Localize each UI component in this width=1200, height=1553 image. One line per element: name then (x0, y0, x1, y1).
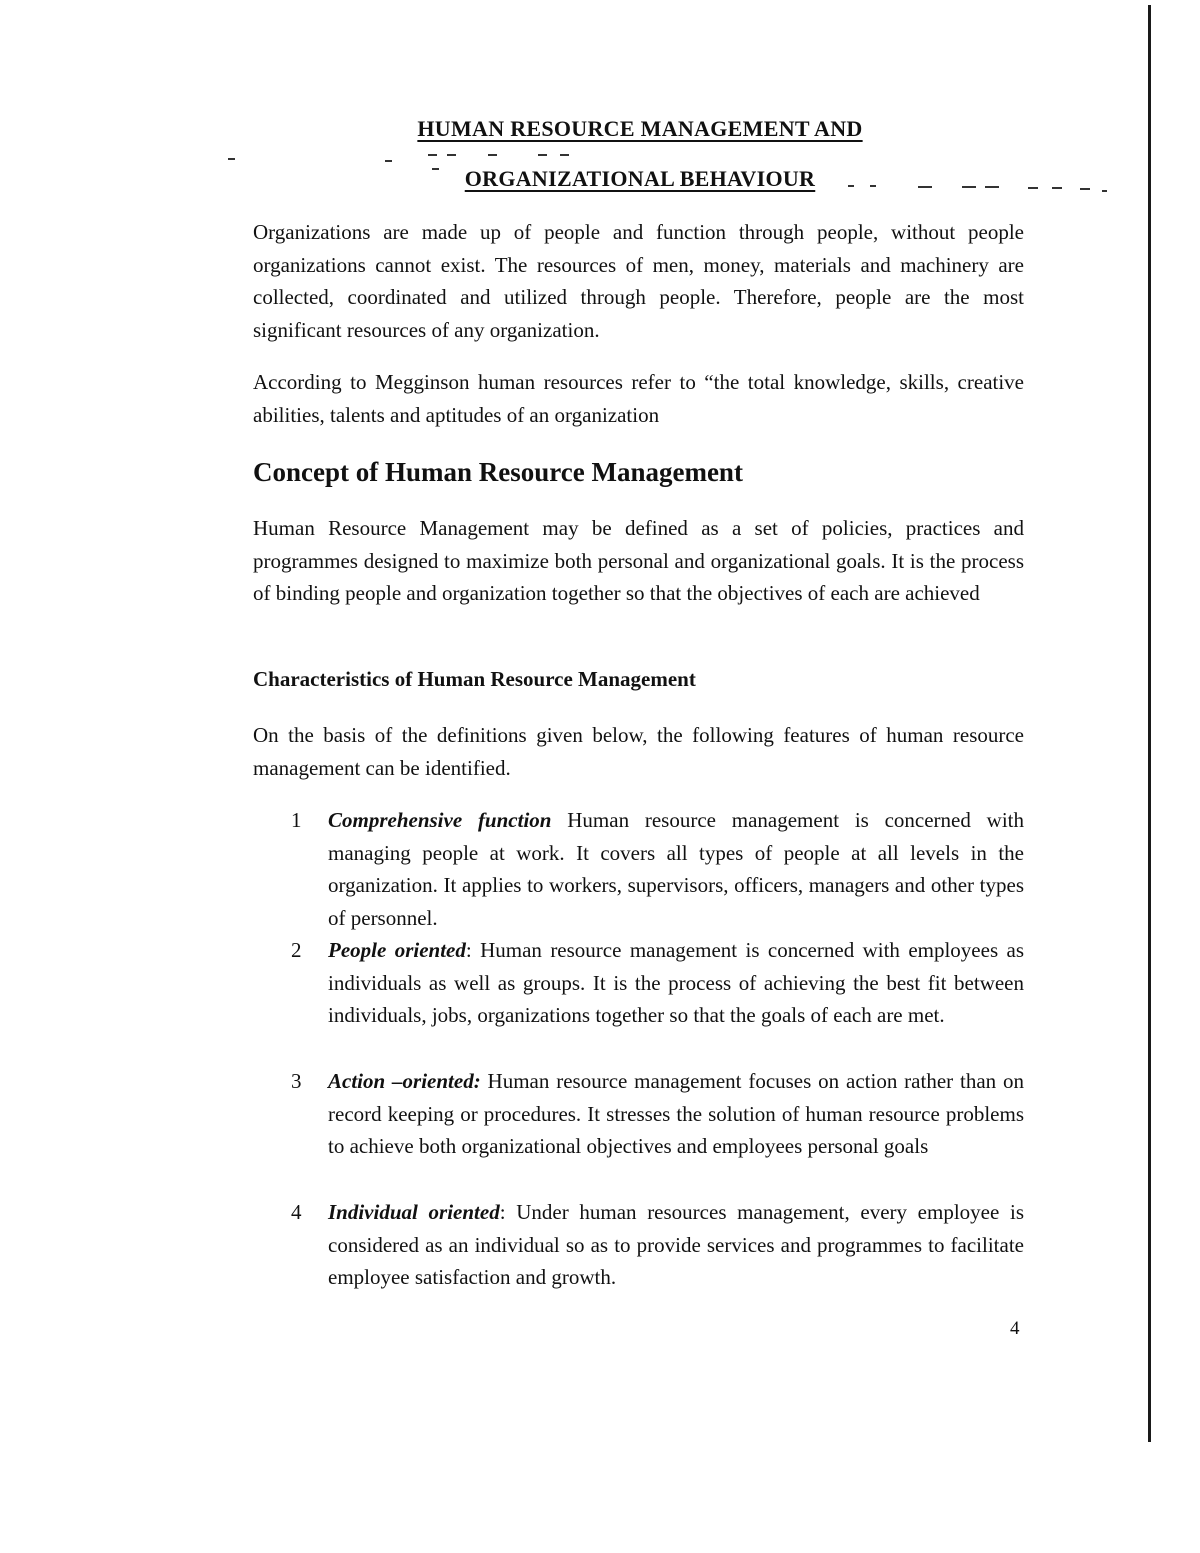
list-item-term: Action –oriented: (328, 1069, 481, 1093)
scan-artifact-dash (228, 158, 235, 160)
list-item-term: Individual oriented (328, 1200, 500, 1224)
concept-paragraph-text: Human Resource Management may be defined as a set of policies, practices and programmes designed to maximize both personal and organizational goals. It is the process of binding people and organization together so that the objectives of each are achieved (253, 516, 1024, 605)
concept-heading: Concept of Human Resource Management (253, 457, 743, 487)
list-item-text: Human resource management is concerned with managing people at work. It covers all types of people at all levels in the organization. It applies to workers, supervisors, officers, managers and other types of personnel. (328, 808, 1024, 930)
scan-artifact-dash (538, 154, 547, 156)
concept-paragraph (253, 512, 1024, 610)
list-item-number: 3 (291, 1069, 302, 1093)
intro-paragraph-1 (253, 216, 1024, 346)
scan-artifact-dash (385, 160, 392, 162)
document-title-line-1: HUMAN RESOURCE MANAGEMENT AND (417, 116, 863, 141)
characteristics-intro (253, 719, 1024, 784)
characteristics-intro-text: On the basis of the definitions given below, the following features of human resource management can be identified. (253, 723, 1024, 780)
list-item-term: People oriented (328, 938, 466, 962)
scan-artifact-dash (428, 154, 437, 156)
scan-artifact-dash (447, 154, 456, 156)
list-item-number: 2 (291, 938, 302, 962)
characteristics-heading: Characteristics of Human Resource Management (253, 667, 696, 691)
list-item-term: Comprehensive function (328, 808, 552, 832)
list-item-number: 1 (291, 808, 302, 832)
intro-paragraph-2 (253, 366, 1024, 431)
list-item-text: Human resource management focuses on action rather than on record keeping or procedures. It stresses the solution of human resource problems to achieve both organizational objectives and employees personal goals (328, 1069, 1024, 1158)
list-item-body (328, 1065, 1024, 1163)
list-item-body (328, 804, 1024, 934)
page-number: 4 (1010, 1318, 1020, 1339)
list-item-text: : Under human resources management, every employee is considered as an individual so as to provide services and programmes to facilitate employee satisfaction and growth. (328, 1200, 1024, 1289)
intro-paragraph-2-text: According to Megginson human resources refer to “the total knowledge, skills, creative abilities, talents and aptitudes of an organization (253, 370, 1024, 427)
scan-artifact-dash (488, 154, 497, 156)
scan-artifact-dash (560, 154, 569, 156)
intro-paragraph-1-text: Organizations are made up of people and function through people, without people organizations cannot exist. The resources of men, money, materials and machinery are collected, coordinated and utilized through people. Therefore, people are the most significant resources of any organization. (253, 220, 1024, 342)
list-item-body (328, 1196, 1024, 1294)
list-item-text: : Human resource management is concerned with employees as individuals as well as groups. It is the process of achieving the best fit between individuals, jobs, organizations together so that the goals of each are met. (328, 938, 1025, 1027)
document-title-line-2: ORGANIZATIONAL BEHAVIOUR (464, 166, 816, 191)
list-item-number: 4 (291, 1200, 302, 1224)
list-item-body (328, 934, 1024, 1032)
page-edge-rule (1148, 5, 1151, 1442)
